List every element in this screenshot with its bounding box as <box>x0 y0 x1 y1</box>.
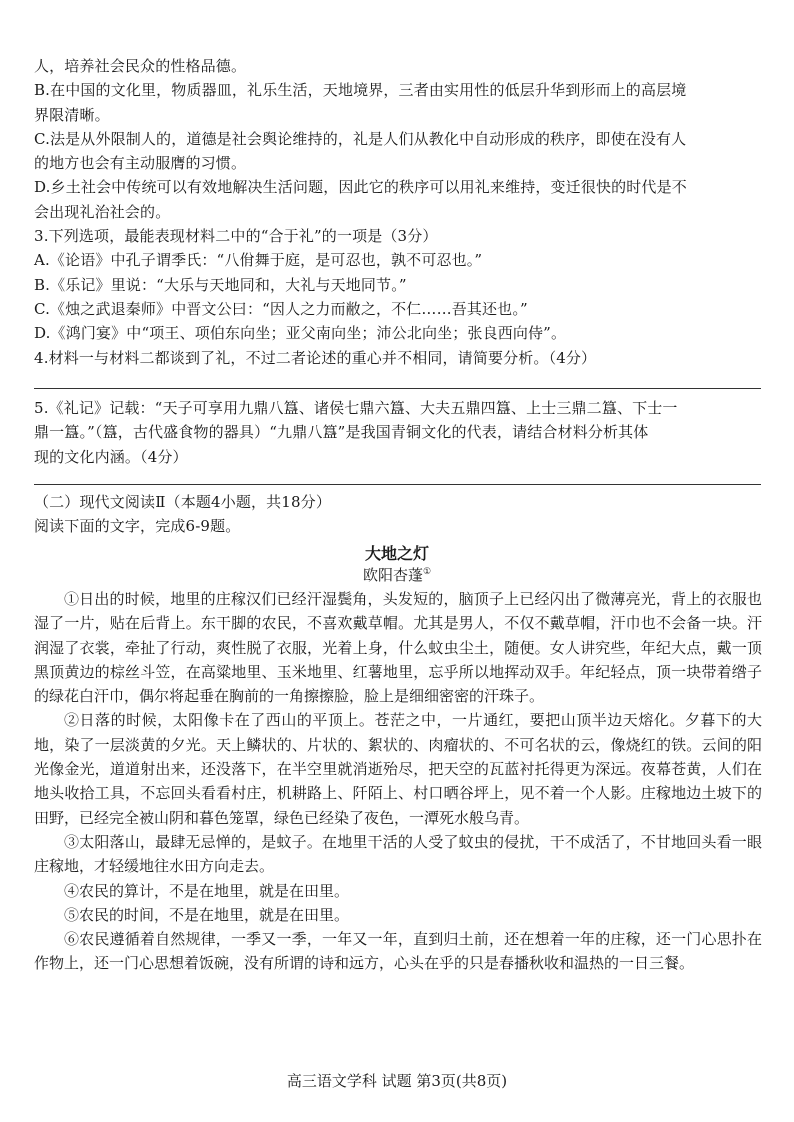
question-5-block <box>34 396 762 469</box>
answer-line <box>34 388 761 389</box>
text-line: 现的文化内涵。（4分） <box>34 447 188 466</box>
text-line: A.《论语》中孔子谓季氏：“八佾舞于庭，是可忍也，孰不可忍也。” <box>34 251 483 270</box>
answer-line <box>34 484 761 485</box>
article-paragraph: ⑥农民遵循着自然规律，一季又一季，一年又一年，直到归土前，还在想着一年的庄稼，还一门心思扑在作物上，还一门心思想着饭碗，没有所谓的诗和远方，心头在乎的只是春播秋收和温热的一日三餐。 <box>34 930 762 973</box>
article-paragraph: ⑤农民的时间，不是在地里，就是在田里。 <box>64 905 350 924</box>
text-line: 人，培养社会民众的性格品德。 <box>34 57 247 75</box>
article-paragraph: ①日出的时候，地里的庄稼汉们已经汗湿鬓角，头发短的，脑顶子上已经闪出了微薄亮光，背上的衣服也湿了一片，贴在后背上。东干脚的农民，不喜欢戴草帽。尤其是男人，不仅不戴草帽，汗巾也不会备一块。汗润湿了衣裳，牵扯了行动，爽性脱了衣服，光着上身，什么蚊虫尘土，随便。女人讲究些，年纪大点，戴一顶黑顶黄边的棕丝斗笠，在高粱地里、玉米地里、红薯地里，忘乎所以地挥动双手。年纪轻点，顶一块带着绺子的绿花白汗巾，偶尔将起垂在胸前的一角擦擦脸，脸上是细细密密的汗珠子。 <box>34 590 762 706</box>
text-line: B.在中国的文化里，物质器皿，礼乐生活，天地境界，三者由实用性的低层升华到形而上的高层境 <box>34 81 687 100</box>
text-line: D.乡土社会中传统可以有效地解决生活问题，因此它的秩序可以用礼来维持，变迁很快的时代是不 <box>34 178 687 197</box>
article-paragraph: ③太阳落山，最肆无忌惮的，是蚊子。在地里干活的人受了蚊虫的侵扰，干不成活了，不甘地回头看一眼庄稼地，才轻缓地往水田方向走去。 <box>34 832 762 876</box>
text-line: B.《乐记》里说：“大乐与天地同和，大礼与天地同节。” <box>34 275 407 294</box>
article-author: 欧阳杏蓬 <box>362 566 423 584</box>
text-line: 4.材料一与材料二都谈到了礼，不过二者论述的重心并不相同，请简要分析。（4分） <box>34 348 597 367</box>
text-line: C.法是从外限制人的，道德是社会舆论维持的，礼是人们从教化中自动形成的秩序，即使在没有人 <box>34 129 687 148</box>
text-line: 的地方也会有主动服膺的习惯。 <box>34 154 247 173</box>
section-instruction: 阅读下面的文字，完成6-9题。 <box>34 517 241 536</box>
article-body <box>34 587 762 976</box>
text-line: 3.下列选项，最能表现材料二中的“合于礼”的一项是（3分） <box>34 227 438 246</box>
article-paragraph: ②日落的时候，太阳像卡在了西山的平顶上。苍茫之中，一片通红，要把山顶半边天熔化。夕暮下的大地，染了一层淡黄的夕光。天上鳞状的、片状的、絮状的、肉瘤状的、不可名状的云，像烧红的铁。云间的阳光像金光，道道射出来，还没落下，在半空里就消逝殆尽，把天空的瓦蓝衬托得更为深远。夜幕苍黄，人们在地头收拾工具，不忘回头看看村庄，机耕路上、阡陌上、村口晒谷坪上，见不着一个人影。庄稼地边土坡下的田野，已经完全被山阴和暮色笼罩，绿色已经染了夜色，一潭死水般乌青。 <box>34 711 762 827</box>
text-line: 界限清晰。 <box>34 105 110 124</box>
question-options-block <box>34 54 762 370</box>
article-title: 大地之灯 <box>364 544 429 563</box>
page-footer: 高三语文学科 试题 第3页(共8页) <box>286 1072 508 1090</box>
text-line: 鼎一簋。”（簋，古代盛食物的器具）“九鼎八簋”是我国青铜文化的代表，请结合材料分析其体 <box>34 423 649 442</box>
article-author-line <box>0 564 794 585</box>
section-heading: （二）现代文阅读Ⅱ（本题4小题，共18分） <box>34 493 331 511</box>
footnote-mark: ① <box>422 567 432 577</box>
text-line: D.《鸿门宴》中“项王、项伯东向坐；亚父南向坐；沛公北向坐；张良西向侍”。 <box>34 324 567 343</box>
text-line: 5.《礼记》记载：“天子可享用九鼎八簋、诸侯七鼎六簋、大夫五鼎四簋、上士三鼎二簋、下士一 <box>34 399 678 417</box>
section-2-header <box>34 490 762 539</box>
article-paragraph: ④农民的算计，不是在地里，就是在田里。 <box>64 881 350 900</box>
text-line: 会出现礼治社会的。 <box>34 202 171 221</box>
text-line: C.《烛之武退秦师》中晋文公曰：“因人之力而敝之，不仁……吾其还也。” <box>34 299 528 318</box>
